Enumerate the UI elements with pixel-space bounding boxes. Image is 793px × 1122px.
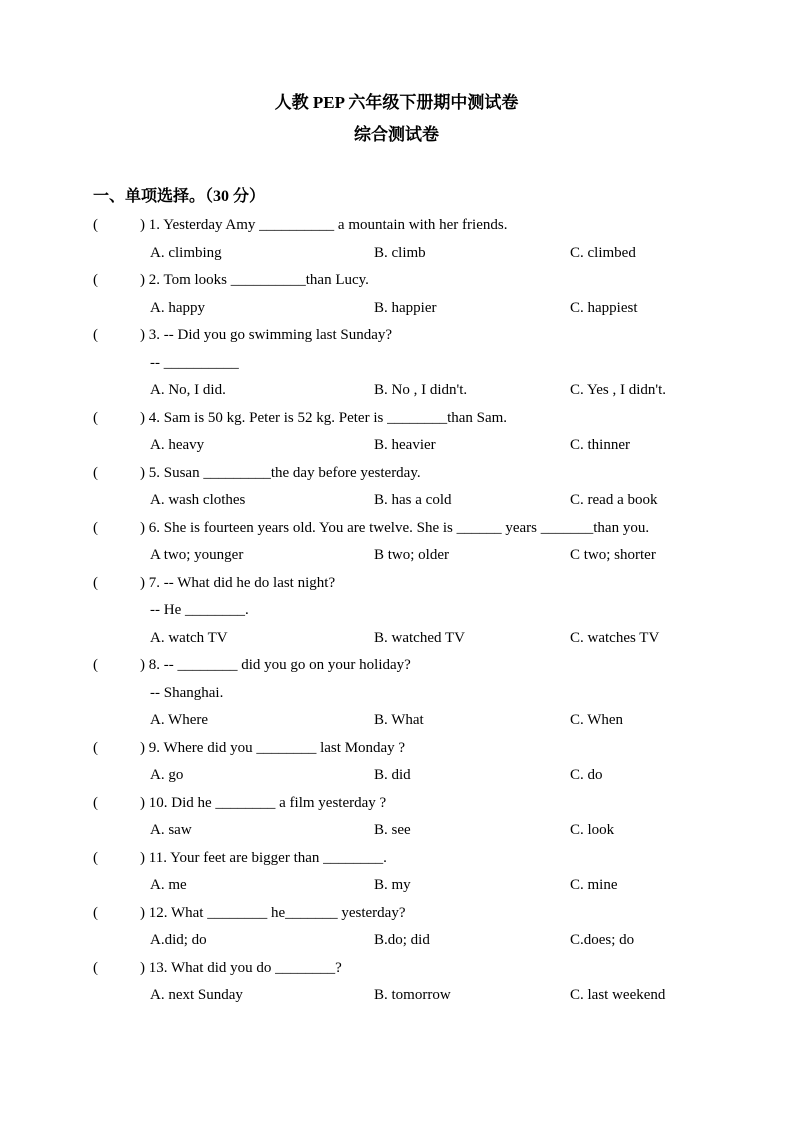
option-b: B. has a cold [374, 492, 452, 508]
option-a: A two; younger [150, 547, 244, 563]
question-text: ) 8. -- ________ did you go on your holiday? [140, 657, 411, 673]
section-one-heading: 一、单项选择。（30 分） [93, 188, 266, 205]
question-text: ) 10. Did he ________ a film yesterday ? [140, 794, 387, 811]
option-c: C. look [570, 822, 615, 838]
question-line [0, 212, 793, 240]
question-9 [0, 735, 793, 790]
answer-bracket: ( [93, 272, 98, 288]
option-c: C.does; do [570, 932, 635, 948]
option-b: B. What [374, 712, 424, 728]
options-row [0, 625, 793, 653]
question-text: ) 7. -- What did he do last night? [140, 574, 336, 591]
question-4 [0, 405, 793, 460]
question-extra-line: -- Shanghai. [150, 684, 224, 701]
option-c: C. When [570, 712, 624, 728]
question-line [0, 405, 793, 433]
page-title: 人教 PEP 六年级下册期中测试卷 [274, 93, 519, 112]
options-row [0, 707, 793, 735]
answer-bracket: ( [93, 217, 98, 233]
answer-bracket: ( [93, 327, 98, 343]
question-7 [0, 570, 793, 653]
question-text: ) 9. Where did you ________ last Monday ? [140, 739, 406, 756]
option-b: B.do; did [374, 932, 430, 948]
answer-bracket: ( [93, 574, 98, 591]
option-b: B. happier [374, 299, 437, 316]
question-text: ) 4. Sam is 50 kg. Peter is 52 kg. Peter is ________than Sam. [140, 409, 508, 426]
option-b: B. see [374, 822, 411, 838]
option-a: A. wash clothes [150, 492, 246, 508]
options-row [0, 982, 793, 1010]
question-13 [0, 955, 793, 1010]
option-b: B. watched TV [374, 629, 465, 646]
option-c: C. watches TV [570, 629, 660, 646]
option-a: A. watch TV [150, 629, 228, 646]
options-row [0, 240, 793, 268]
question-text: ) 3. -- Did you go swimming last Sunday? [140, 327, 393, 343]
option-c: C. happiest [570, 299, 638, 316]
answer-bracket: ( [93, 739, 98, 756]
question-extra-line: -- __________ [150, 354, 239, 371]
answer-bracket: ( [93, 959, 98, 976]
option-b: B. my [374, 877, 411, 893]
question-line [0, 735, 793, 763]
answer-bracket: ( [93, 794, 98, 811]
question-line [0, 900, 793, 928]
question-text: ) 5. Susan _________the day before yesterday. [140, 464, 421, 481]
option-a: A. next Sunday [150, 987, 243, 1003]
option-c: C. thinner [570, 437, 630, 453]
answer-bracket: ( [93, 849, 98, 866]
question-line [0, 322, 793, 350]
options-row [0, 295, 793, 323]
options-row [0, 817, 793, 845]
option-a: A. Where [150, 712, 209, 728]
question-3 [0, 322, 793, 405]
answer-bracket: ( [93, 904, 98, 921]
option-a: A. saw [150, 822, 192, 838]
question-line [0, 460, 793, 488]
option-a: A. go [150, 767, 184, 783]
answer-bracket: ( [93, 519, 98, 536]
question-5 [0, 460, 793, 515]
option-a: A. climbing [150, 244, 222, 261]
question-10 [0, 790, 793, 845]
option-b: B. did [374, 767, 411, 783]
option-c: C. climbed [570, 244, 636, 261]
options-row [0, 927, 793, 955]
options-row [0, 377, 793, 405]
answer-bracket: ( [93, 409, 98, 426]
question-list [0, 212, 793, 1010]
question-extra-line: -- He ________. [150, 602, 249, 618]
option-b: B. No , I didn't. [374, 382, 468, 398]
option-c: C. Yes , I didn't. [570, 382, 667, 398]
question-text: ) 12. What ________ he_______ yesterday? [140, 904, 406, 921]
option-a: A. me [150, 877, 187, 893]
question-text: ) 1. Yesterday Amy __________ a mountain with her friends. [140, 217, 508, 233]
option-a: A. No, I did. [150, 382, 226, 398]
option-a: A. happy [150, 299, 205, 316]
question-line [0, 267, 793, 295]
question-line [0, 570, 793, 598]
options-row [0, 762, 793, 790]
question-6 [0, 515, 793, 570]
question-text: ) 11. Your feet are bigger than ________. [140, 849, 387, 866]
option-c: C two; shorter [570, 547, 656, 563]
option-b: B. heavier [374, 437, 436, 453]
option-a: A. heavy [150, 437, 205, 453]
question-text: ) 13. What did you do ________? [140, 959, 342, 976]
question-text: ) 2. Tom looks __________than Lucy. [140, 272, 369, 288]
option-c: C. do [570, 767, 603, 783]
option-a: A.did; do [150, 932, 207, 948]
question-8 [0, 652, 793, 735]
question-2 [0, 267, 793, 322]
question-1 [0, 212, 793, 267]
option-b: B two; older [374, 547, 449, 563]
question-line [0, 790, 793, 818]
answer-bracket: ( [93, 657, 98, 673]
question-line [0, 955, 793, 983]
question-text: ) 6. She is fourteen years old. You are twelve. She is ______ years _______than you. [140, 519, 650, 536]
option-c: C. last weekend [570, 987, 666, 1003]
question-line [0, 652, 793, 680]
answer-bracket: ( [93, 464, 98, 481]
question-11 [0, 845, 793, 900]
option-b: B. climb [374, 244, 426, 261]
question-line [0, 515, 793, 543]
option-c: C. read a book [570, 492, 658, 508]
options-row [0, 487, 793, 515]
options-row [0, 542, 793, 570]
options-row [0, 872, 793, 900]
option-b: B. tomorrow [374, 987, 451, 1003]
options-row [0, 432, 793, 460]
question-12 [0, 900, 793, 955]
question-line [0, 845, 793, 873]
page-subtitle: 综合测试卷 [354, 125, 439, 144]
option-c: C. mine [570, 877, 618, 893]
